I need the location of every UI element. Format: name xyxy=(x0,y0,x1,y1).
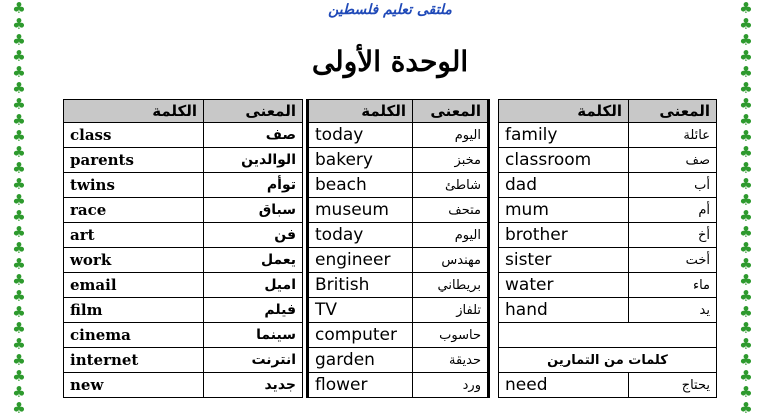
arabic-meaning: صف xyxy=(629,148,717,173)
table-row xyxy=(308,198,489,223)
arabic-meaning: يحتاج xyxy=(629,373,717,398)
table-row xyxy=(308,223,489,248)
table-row xyxy=(64,298,303,323)
arabic-meaning: يد xyxy=(629,298,717,323)
english-word: classroom xyxy=(499,148,629,173)
english-word: today xyxy=(308,223,413,248)
exercise-words-subheader: كلمات من التمارين xyxy=(499,348,717,373)
tree-icon: ♣ xyxy=(12,0,26,17)
tree-icon: ♣ xyxy=(12,351,26,369)
tree-icon: ♣ xyxy=(12,79,26,97)
vocab-table-3 xyxy=(498,99,717,398)
tree-icon: ♣ xyxy=(12,95,26,113)
english-word: cinema xyxy=(64,323,204,348)
table-row xyxy=(308,173,489,198)
tree-icon: ♣ xyxy=(12,127,26,145)
tree-icon: ♣ xyxy=(739,399,753,417)
english-word: computer xyxy=(308,323,413,348)
arabic-meaning: اليوم xyxy=(413,223,489,248)
english-word: hand xyxy=(499,298,629,323)
arabic-meaning: جديد xyxy=(204,373,303,398)
tree-icon: ♣ xyxy=(12,159,26,177)
table-row xyxy=(64,248,303,273)
english-word: British xyxy=(308,273,413,298)
tree-icon: ♣ xyxy=(739,271,753,289)
arabic-meaning: ورد xyxy=(413,373,489,398)
tree-icon: ♣ xyxy=(739,175,753,193)
tree-icon: ♣ xyxy=(739,223,753,241)
tree-icon: ♣ xyxy=(12,175,26,193)
tree-icon: ♣ xyxy=(12,399,26,417)
table-row xyxy=(64,273,303,298)
tree-icon: ♣ xyxy=(12,63,26,81)
tree-icon: ♣ xyxy=(12,143,26,161)
english-word: TV xyxy=(308,298,413,323)
table-row xyxy=(499,298,717,323)
tree-icon: ♣ xyxy=(739,335,753,353)
arabic-meaning: اليوم xyxy=(413,123,489,148)
tree-icon: ♣ xyxy=(739,351,753,369)
tree-icon: ♣ xyxy=(739,0,753,17)
table-row xyxy=(308,298,489,323)
english-word: class xyxy=(64,123,204,148)
arabic-meaning: فن xyxy=(204,223,303,248)
table-row xyxy=(308,373,489,398)
english-word: internet xyxy=(64,348,204,373)
arabic-meaning: بريطاني xyxy=(413,273,489,298)
tree-icon: ♣ xyxy=(739,63,753,81)
tree-icon: ♣ xyxy=(12,223,26,241)
arabic-meaning: مخبز xyxy=(413,148,489,173)
english-word: engineer xyxy=(308,248,413,273)
tree-icon: ♣ xyxy=(12,239,26,257)
tree-icon: ♣ xyxy=(12,271,26,289)
arabic-meaning: يعمل xyxy=(204,248,303,273)
tree-icon: ♣ xyxy=(739,159,753,177)
table-row xyxy=(308,323,489,348)
table-row xyxy=(64,223,303,248)
tree-icon: ♣ xyxy=(12,383,26,401)
table-row xyxy=(499,373,717,398)
word-header: الكلمة xyxy=(308,100,413,123)
english-word: bakery xyxy=(308,148,413,173)
arabic-meaning: شاطئ xyxy=(413,173,489,198)
tree-icon: ♣ xyxy=(739,255,753,273)
english-word: today xyxy=(308,123,413,148)
arabic-meaning: حديقة xyxy=(413,348,489,373)
arabic-meaning: عائلة xyxy=(629,123,717,148)
english-word: mum xyxy=(499,198,629,223)
tree-icon: ♣ xyxy=(12,31,26,49)
tree-icon: ♣ xyxy=(739,95,753,113)
word-header: الكلمة xyxy=(64,100,204,123)
arabic-meaning: اميل xyxy=(204,273,303,298)
table-row xyxy=(64,123,303,148)
english-word: film xyxy=(64,298,204,323)
arabic-meaning: أم xyxy=(629,198,717,223)
tree-icon: ♣ xyxy=(12,319,26,337)
arabic-meaning: أخت xyxy=(629,248,717,273)
tree-icon: ♣ xyxy=(739,239,753,257)
arabic-meaning: سينما xyxy=(204,323,303,348)
table-row xyxy=(308,273,489,298)
table-row xyxy=(308,123,489,148)
tree-icon: ♣ xyxy=(739,191,753,209)
arabic-meaning: فيلم xyxy=(204,298,303,323)
english-word: family xyxy=(499,123,629,148)
tree-icon: ♣ xyxy=(739,31,753,49)
tree-icon: ♣ xyxy=(739,383,753,401)
arabic-meaning: ماء xyxy=(629,273,717,298)
arabic-meaning: توأم xyxy=(204,173,303,198)
table-row xyxy=(499,123,717,148)
table-row xyxy=(499,348,717,373)
arabic-meaning: صف xyxy=(204,123,303,148)
arabic-meaning: الوالدين xyxy=(204,148,303,173)
vocab-table-2 xyxy=(306,99,490,398)
english-word: museum xyxy=(308,198,413,223)
tree-icon: ♣ xyxy=(12,15,26,33)
english-word: new xyxy=(64,373,204,398)
tree-icon: ♣ xyxy=(12,191,26,209)
english-word: brother xyxy=(499,223,629,248)
table-row xyxy=(64,173,303,198)
site-header: ملتقى تعليم فلسطين xyxy=(328,2,452,18)
english-word: work xyxy=(64,248,204,273)
tree-icon: ♣ xyxy=(739,207,753,225)
table-row xyxy=(308,148,489,173)
word-header: الكلمة xyxy=(499,100,629,123)
table-row xyxy=(64,373,303,398)
table-row xyxy=(308,248,489,273)
vocab-table-1 xyxy=(63,99,303,398)
table-row xyxy=(499,198,717,223)
table-row xyxy=(499,248,717,273)
english-word: art xyxy=(64,223,204,248)
tree-icon: ♣ xyxy=(739,143,753,161)
tree-icon: ♣ xyxy=(12,255,26,273)
arabic-meaning: أخ xyxy=(629,223,717,248)
table-row xyxy=(499,148,717,173)
english-word: race xyxy=(64,198,204,223)
english-word: email xyxy=(64,273,204,298)
tree-icon: ♣ xyxy=(739,303,753,321)
arabic-meaning: سباق xyxy=(204,198,303,223)
tree-icon: ♣ xyxy=(739,79,753,97)
tree-icon: ♣ xyxy=(12,367,26,385)
tree-icon: ♣ xyxy=(739,127,753,145)
english-word: need xyxy=(499,373,629,398)
tree-icon: ♣ xyxy=(12,287,26,305)
tree-icon: ♣ xyxy=(12,303,26,321)
table-row xyxy=(499,273,717,298)
arabic-meaning: متحف xyxy=(413,198,489,223)
english-word: garden xyxy=(308,348,413,373)
tree-icon: ♣ xyxy=(739,287,753,305)
arabic-meaning: حاسوب xyxy=(413,323,489,348)
blank-row xyxy=(499,323,717,348)
tree-icon: ♣ xyxy=(739,319,753,337)
arabic-meaning: انترنت xyxy=(204,348,303,373)
meaning-header: المعنى xyxy=(413,100,489,123)
english-word: beach xyxy=(308,173,413,198)
tree-icon: ♣ xyxy=(739,15,753,33)
english-word: dad xyxy=(499,173,629,198)
table-row xyxy=(64,348,303,373)
tree-icon: ♣ xyxy=(12,47,26,65)
tree-icon: ♣ xyxy=(12,335,26,353)
arabic-meaning: مهندس xyxy=(413,248,489,273)
table-row xyxy=(64,323,303,348)
table-row xyxy=(64,148,303,173)
english-word: flower xyxy=(308,373,413,398)
english-word: parents xyxy=(64,148,204,173)
tree-icon: ♣ xyxy=(739,47,753,65)
table-row xyxy=(499,323,717,348)
table-row xyxy=(308,348,489,373)
english-word: twins xyxy=(64,173,204,198)
table-row xyxy=(499,223,717,248)
table-row xyxy=(499,173,717,198)
arabic-meaning: أب xyxy=(629,173,717,198)
meaning-header: المعنى xyxy=(629,100,717,123)
page-title: الوحدة الأولى xyxy=(311,45,469,78)
english-word: water xyxy=(499,273,629,298)
table-row xyxy=(64,198,303,223)
arabic-meaning: تلفاز xyxy=(413,298,489,323)
tree-icon: ♣ xyxy=(739,367,753,385)
tree-icon: ♣ xyxy=(739,111,753,129)
tree-icon: ♣ xyxy=(12,207,26,225)
meaning-header: المعنى xyxy=(204,100,303,123)
english-word: sister xyxy=(499,248,629,273)
tree-icon: ♣ xyxy=(12,111,26,129)
